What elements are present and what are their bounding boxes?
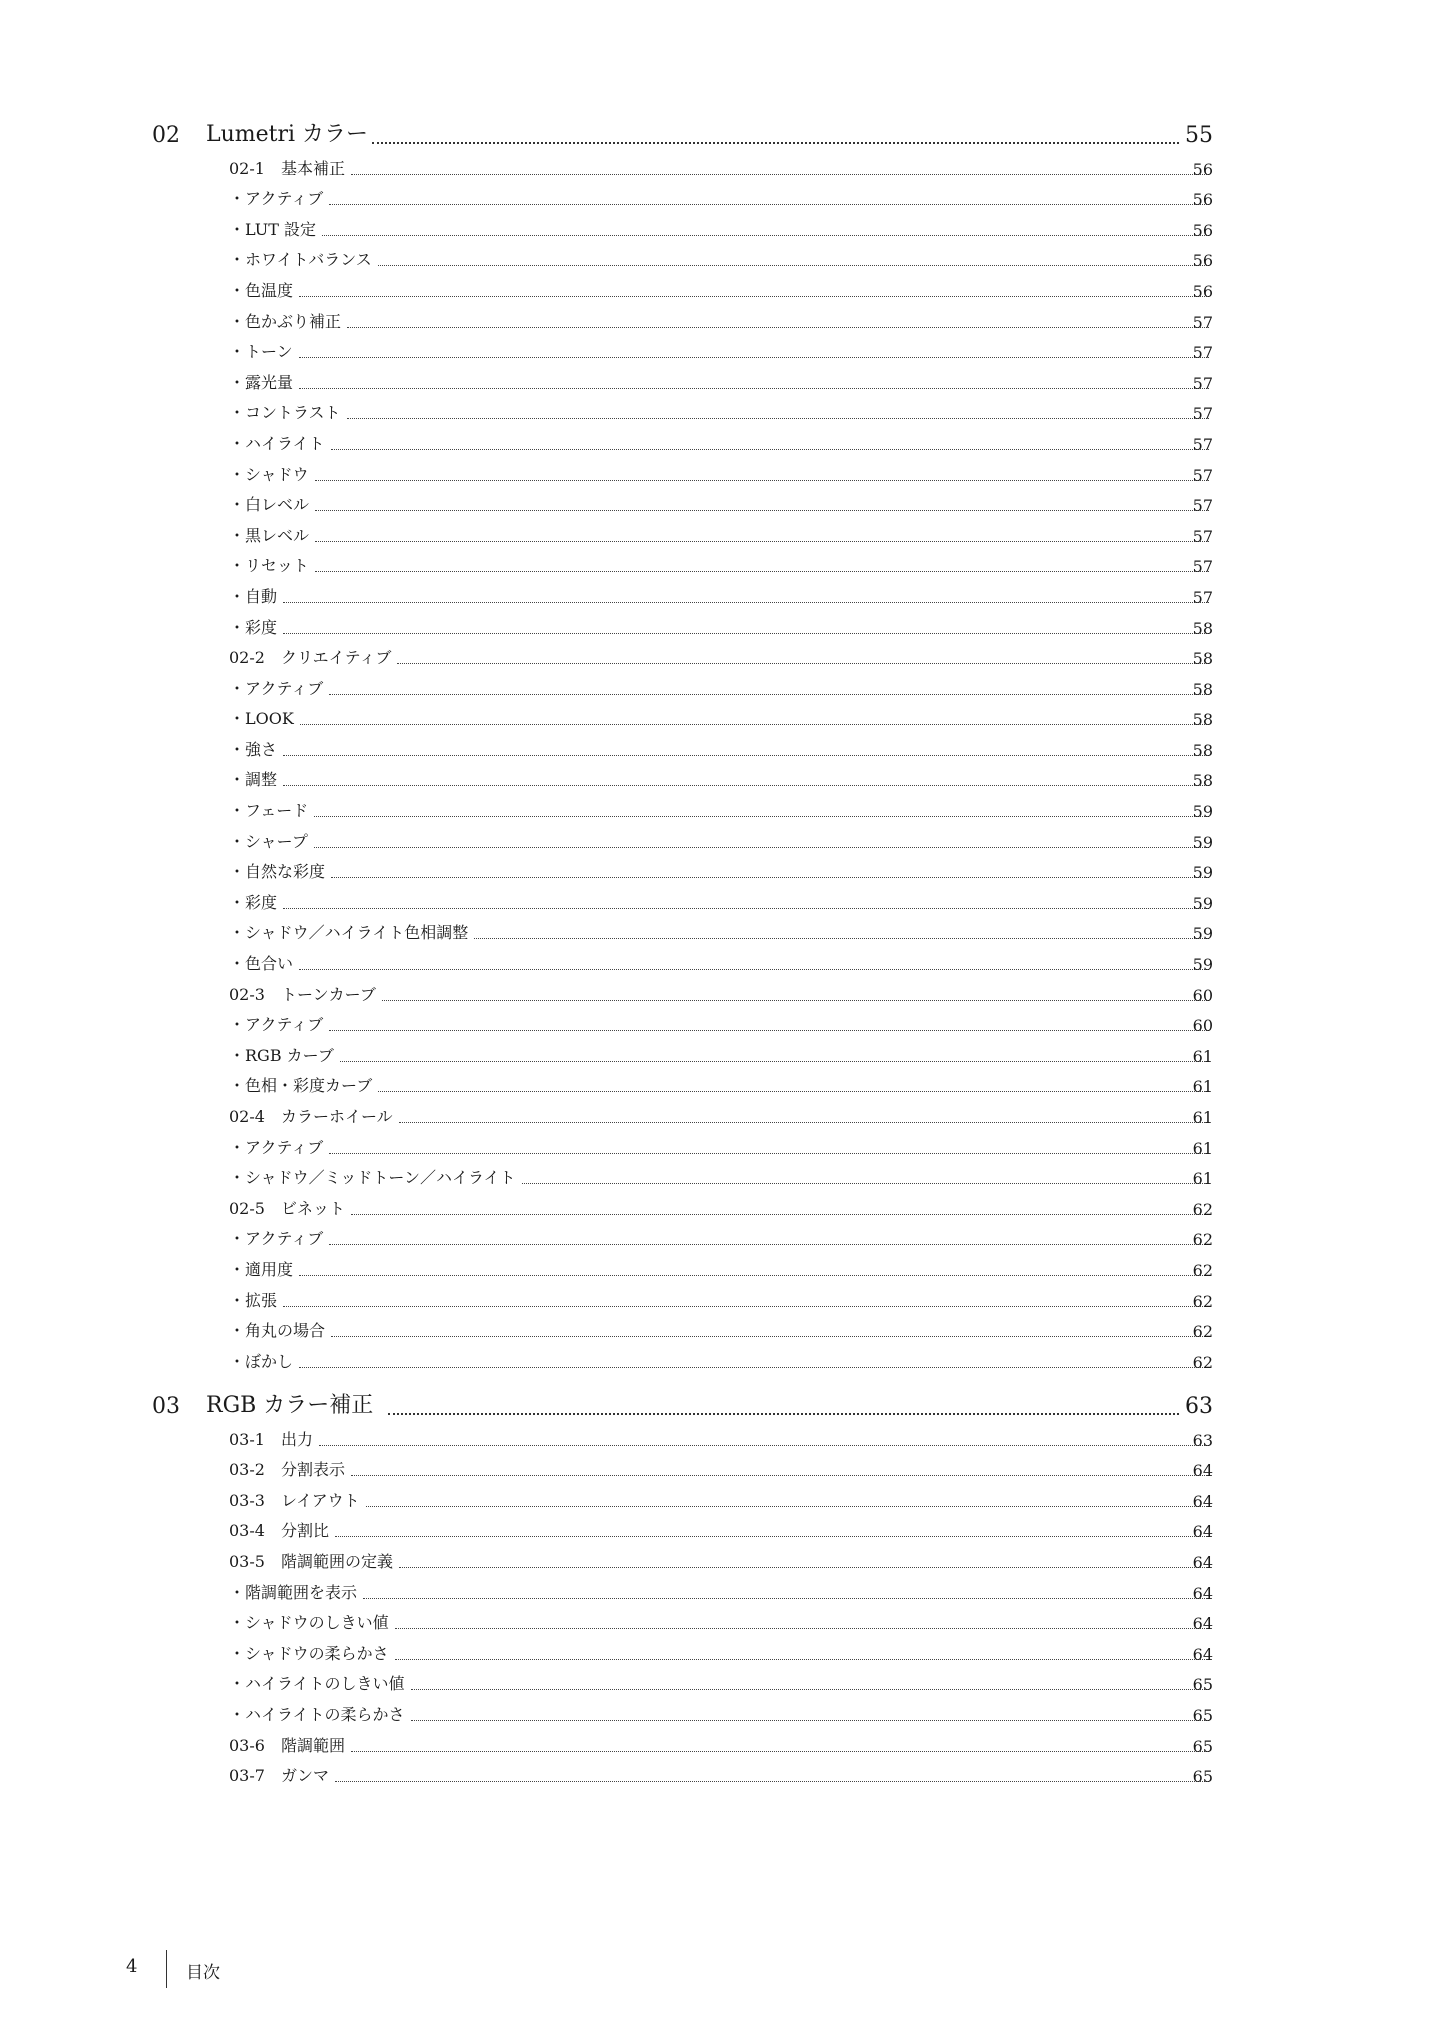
entry-label: ・自然な彩度 [229,862,326,882]
dot-leader [299,357,1209,358]
entry-page-number: 58 [1192,771,1213,791]
toc-entry[interactable] [0,1547,1433,1578]
entry-label: ・調整 [229,770,278,790]
toc-entry[interactable] [0,368,1433,399]
entry-page-number: 65 [1192,1705,1213,1725]
toc-entry[interactable] [0,552,1433,583]
toc-entry[interactable] [0,491,1433,522]
chapter-heading[interactable] [0,1381,1433,1425]
toc-entry[interactable] [0,460,1433,491]
entry-list [0,154,1433,1378]
entry-label: 03-2 分割表示 [229,1460,345,1480]
entry-label: ・RGB カーブ [229,1045,334,1065]
toc-entry[interactable] [0,796,1433,827]
entry-page-number: 57 [1192,465,1213,485]
entry-label: ・アクティブ [229,189,324,209]
entry-page-number: 57 [1192,434,1213,454]
entry-label: 03-6 階調範囲 [229,1735,345,1755]
entry-page-number: 61 [1192,1046,1213,1066]
dot-leader [319,1445,1209,1446]
dot-leader [331,449,1209,450]
dot-leader [411,1689,1209,1690]
toc-section [0,110,1433,1378]
dot-leader [315,541,1209,542]
toc-entry[interactable] [0,1194,1433,1225]
entry-page-number: 60 [1192,1016,1213,1036]
dot-leader [372,142,1179,144]
entry-page-number: 64 [1192,1583,1213,1603]
entry-label: ・ハイライト [229,433,325,453]
toc-entry[interactable] [0,429,1433,460]
dot-leader [315,510,1209,511]
entry-page-number: 58 [1192,710,1213,730]
entry-list [0,1425,1433,1792]
entry-label: ・黒レベル [229,525,310,545]
footer-page-number: 4 [126,1956,138,1977]
dot-leader [329,1244,1209,1245]
entry-label: ・シャドウ／ミッドトーン／ハイライト [229,1168,516,1188]
chapter-page-number: 55 [1185,123,1213,148]
dot-leader [299,296,1209,297]
toc-entry[interactable] [0,1670,1433,1701]
toc-entry[interactable] [0,735,1433,766]
entry-page-number: 62 [1192,1291,1213,1311]
dot-leader [283,908,1209,909]
toc-entry[interactable] [0,980,1433,1011]
entry-page-number: 57 [1192,312,1213,332]
entry-label: ・シャドウのしきい値 [229,1613,389,1633]
entry-page-number: 65 [1192,1767,1213,1787]
dot-leader [329,204,1209,205]
dot-leader [351,174,1209,175]
toc-entry[interactable] [0,1011,1433,1042]
entry-page-number: 57 [1192,557,1213,577]
dot-leader [283,633,1209,634]
chapter-heading[interactable] [0,110,1433,154]
dot-leader [351,1214,1209,1215]
entry-label: 02-3 トーンカーブ [229,984,376,1004]
chapter-number: 03 [152,1394,180,1419]
toc-entry[interactable] [0,1517,1433,1548]
toc-entry[interactable] [0,246,1433,277]
entry-page-number: 62 [1192,1230,1213,1250]
entry-label: ・露光量 [229,372,294,392]
toc-entry[interactable] [0,888,1433,919]
entry-label: ・アクティブ [229,1137,324,1157]
dot-leader [335,1781,1209,1782]
entry-page-number: 64 [1192,1461,1213,1481]
entry-label: ・アクティブ [229,1229,324,1249]
toc-entry[interactable] [0,307,1433,338]
entry-page-number: 62 [1192,1260,1213,1280]
entry-page-number: 58 [1192,618,1213,638]
footer-label: 目次 [186,1963,220,1983]
entry-page-number: 57 [1192,587,1213,607]
entry-page-number: 65 [1192,1736,1213,1756]
toc-entry[interactable] [0,1225,1433,1256]
toc-entry[interactable] [0,338,1433,369]
toc-entry[interactable] [0,521,1433,552]
dot-leader [299,969,1209,970]
toc-entry[interactable] [0,1639,1433,1670]
entry-page-number: 57 [1192,526,1213,546]
chapter-number: 02 [152,123,180,148]
dot-leader [329,694,1209,695]
page-footer [0,1950,1433,1990]
dot-leader [331,1336,1209,1337]
entry-label: ・シャドウ [229,464,309,484]
dot-leader [382,1000,1209,1001]
entry-page-number: 64 [1192,1614,1213,1634]
dot-leader [474,938,1209,939]
entry-label: ・白レベル [229,495,310,515]
entry-label: ・シャドウの柔らかさ [229,1643,389,1663]
entry-page-number: 59 [1192,863,1213,883]
dot-leader [299,388,1209,389]
toc-entry[interactable] [0,674,1433,705]
dot-leader [522,1183,1209,1184]
entry-page-number: 61 [1192,1169,1213,1189]
entry-label: ・彩度 [229,617,278,637]
toc-entry[interactable] [0,1102,1433,1133]
entry-label: 02-2 クリエイティブ [229,648,392,668]
entry-page-number: 56 [1192,190,1213,210]
dot-leader [314,847,1209,848]
entry-label: 02-5 ビネット [229,1198,345,1218]
dot-leader [299,1275,1209,1276]
dot-leader [314,816,1209,817]
toc-entry[interactable] [0,1255,1433,1286]
entry-page-number: 56 [1192,220,1213,240]
entry-label: ・色かぶり補正 [229,311,342,331]
entry-label: ・シャドウ／ハイライト色相調整 [229,923,469,943]
entry-label: ・トーン [229,342,293,362]
entry-label: ・強さ [229,739,278,759]
entry-page-number: 64 [1192,1644,1213,1664]
footer-divider [166,1950,167,1988]
entry-label: 03-7 ガンマ [229,1766,329,1786]
entry-page-number: 57 [1192,404,1213,424]
toc-entry[interactable] [0,919,1433,950]
toc-entry[interactable] [0,1486,1433,1517]
entry-page-number: 58 [1192,649,1213,669]
entry-label: ・彩度 [229,892,278,912]
dot-leader [366,1506,1209,1507]
entry-label: 03-1 出力 [229,1429,313,1449]
entry-label: ・適用度 [229,1259,294,1279]
entry-label: ・角丸の場合 [229,1321,326,1341]
entry-page-number: 63 [1192,1430,1213,1450]
entry-label: ・ハイライトのしきい値 [229,1674,405,1694]
toc-entry[interactable] [0,582,1433,613]
entry-label: ・ぼかし [229,1351,294,1371]
entry-page-number: 64 [1192,1552,1213,1572]
toc-entry[interactable] [0,1425,1433,1456]
dot-leader [395,1659,1209,1660]
toc-entry[interactable] [0,613,1433,644]
toc-entry[interactable] [0,1731,1433,1762]
toc-entry[interactable] [0,276,1433,307]
entry-page-number: 61 [1192,1108,1213,1127]
entry-label: ・LOOK [229,709,294,729]
entry-label: ・拡張 [229,1290,278,1310]
entry-page-number: 57 [1192,373,1213,393]
toc-entry[interactable] [0,1700,1433,1731]
entry-page-number: 60 [1192,985,1213,1005]
entry-label: ・色温度 [229,280,294,300]
dot-leader [322,235,1209,236]
entry-label: 03-5 階調範囲の定義 [229,1551,393,1571]
entry-label: ・シャープ [229,831,308,851]
dot-leader [283,602,1209,603]
entry-page-number: 56 [1192,281,1213,301]
entry-page-number: 57 [1192,496,1213,516]
dot-leader [283,1306,1209,1307]
entry-label: 02-4 カラーホイール [229,1107,393,1126]
toc-entry[interactable] [0,1456,1433,1487]
entry-page-number: 61 [1192,1138,1213,1158]
entry-page-number: 62 [1192,1199,1213,1219]
entry-label: ・ハイライトの柔らかさ [229,1704,405,1724]
chapter-page-number: 63 [1185,1394,1213,1419]
entry-label: ・階調範囲を表示 [229,1582,358,1602]
toc-entry[interactable] [0,1317,1433,1348]
toc-entry[interactable] [0,1762,1433,1793]
toc-entry[interactable] [0,858,1433,889]
toc-entry[interactable] [0,949,1433,980]
dot-leader [299,1367,1209,1368]
toc-entry[interactable] [0,1347,1433,1378]
dot-leader [378,265,1209,266]
dot-leader [329,1030,1209,1031]
toc-section [0,1381,1433,1792]
dot-leader [283,755,1209,756]
dot-leader [395,1628,1209,1629]
entry-label: ・色合い [229,954,294,974]
entry-page-number: 61 [1192,1077,1213,1097]
entry-page-number: 58 [1192,740,1213,760]
toc-entry[interactable] [0,705,1433,736]
toc-entry[interactable] [0,1072,1433,1103]
entry-page-number: 59 [1192,802,1213,822]
entry-page-number: 62 [1192,1322,1213,1342]
entry-page-number: 59 [1192,832,1213,852]
entry-label: 03-4 分割比 [229,1521,329,1541]
dot-leader [335,1536,1209,1537]
toc-entry[interactable] [0,1609,1433,1640]
entry-page-number: 59 [1192,924,1213,944]
dot-leader [283,785,1209,786]
dot-leader [340,1061,1209,1062]
toc-entry[interactable] [0,644,1433,675]
entry-page-number: 64 [1192,1522,1213,1542]
dot-leader [315,480,1209,481]
entry-label: ・アクティブ [229,678,324,698]
chapter-title: RGB カラー補正 [206,1393,374,1418]
entry-page-number: 64 [1192,1491,1213,1511]
toc-entry[interactable] [0,1286,1433,1317]
entry-page-number: 56 [1192,159,1213,179]
entry-page-number: 57 [1192,343,1213,363]
toc-entry[interactable] [0,215,1433,246]
entry-label: ・アクティブ [229,1015,324,1035]
toc-entry[interactable] [0,1133,1433,1164]
entry-label: 03-3 レイアウト [229,1490,360,1510]
entry-page-number: 58 [1192,679,1213,699]
dot-leader [388,1413,1179,1415]
dot-leader [397,663,1209,664]
entry-label: ・フェード [229,801,309,821]
toc-entry[interactable] [0,185,1433,216]
dot-leader [315,571,1209,572]
dot-leader [329,1153,1209,1154]
dot-leader [351,1751,1209,1752]
dot-leader [347,327,1209,328]
entry-label: ・色相・彩度カーブ [229,1076,373,1096]
chapter-title: Lumetri カラー [206,122,369,147]
entry-page-number: 62 [1192,1352,1213,1372]
dot-leader [399,1122,1209,1123]
entry-label: ・リセット [229,556,309,576]
entry-label: ・コントラスト [229,403,341,423]
toc-entry[interactable] [0,399,1433,430]
entry-page-number: 56 [1192,251,1213,271]
dot-leader [331,877,1209,878]
dot-leader [347,418,1209,419]
toc-entry[interactable] [0,1164,1433,1195]
entry-label: ・ホワイトバランス [229,250,372,270]
entry-page-number: 59 [1192,893,1213,913]
dot-leader [378,1091,1209,1092]
toc-entry[interactable] [0,766,1433,797]
dot-leader [399,1567,1209,1568]
entry-label: ・自動 [229,586,278,606]
dot-leader [351,1475,1209,1476]
entry-page-number: 59 [1192,955,1213,975]
dot-leader [300,724,1209,725]
toc-entry[interactable] [0,827,1433,858]
entry-page-number: 65 [1192,1675,1213,1695]
toc-entry[interactable] [0,154,1433,185]
entry-label: ・LUT 設定 [229,219,316,239]
dot-leader [411,1720,1209,1721]
toc-entry[interactable] [0,1041,1433,1072]
toc-entry[interactable] [0,1578,1433,1609]
entry-label: 02-1 基本補正 [229,158,345,178]
dot-leader [363,1598,1209,1599]
